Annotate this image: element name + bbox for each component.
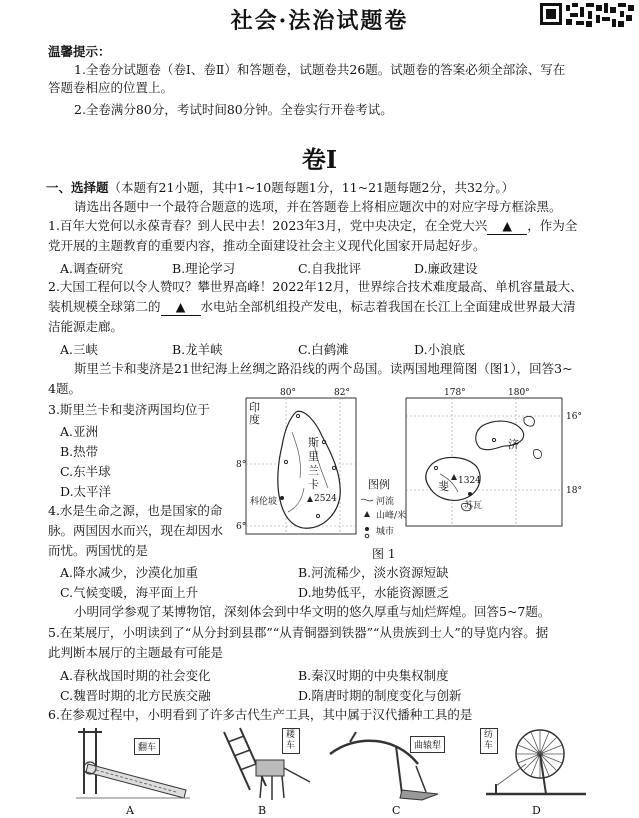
q1-option-a[interactable]: A.调查研究 [60, 261, 124, 276]
section1-desc: （本题有21小题，其中1~10题每题1分，11~21题每题2分，共32分。） [108, 180, 515, 195]
fiji-map-graphic [404, 392, 564, 528]
q1-stem-pre: 1.百年大党何以永葆青春？到人民中去！2023年3月，党中央决定，在全党大兴 [48, 218, 488, 233]
q3-option-c[interactable]: C.东半球 [60, 464, 111, 479]
q2-stem-post: 水电站全部机组投产发电，标志着我国在长江上全面建成世界最大清 [200, 299, 576, 314]
fj-city-suva: 苏瓦 [464, 501, 483, 511]
fj-lat-16: 16° [566, 412, 582, 422]
q3-option-d[interactable]: D.太平洋 [60, 484, 112, 499]
tool-b-letter: B [258, 804, 267, 817]
fj-lon-178: 178° [444, 388, 466, 398]
fj-lon-180: 180° [508, 388, 530, 398]
tool-d-letter: D [532, 804, 541, 817]
sl-country-3: 兰 [308, 464, 319, 477]
sl-lat-6: 6° [236, 522, 247, 532]
notice-item1-line1: 1.全卷分试题卷（卷Ⅰ、卷Ⅱ）和答题卷，试题卷共26题。试题卷的答案必须全部涂、写在 [74, 62, 566, 77]
q2-option-c[interactable]: C.白鹤滩 [298, 342, 349, 357]
q4-option-a[interactable]: A.降水减少，沙漠化加重 [60, 565, 199, 580]
q1-option-c[interactable]: C.自我批评 [298, 261, 362, 276]
q2-option-a[interactable]: A.三峡 [60, 342, 99, 357]
map-sri-lanka [236, 388, 358, 542]
q1-option-b[interactable]: B.理论学习 [172, 261, 236, 276]
q2-blank: ▲ [161, 299, 201, 316]
q6-stem: 6.在参观过程中，小明看到了许多古代生产工具，其中属于汉代播种工具的是 [48, 707, 473, 722]
material2-line: 小明同学参观了某博物馆，深刻体会到中华文明的悠久厚重与灿烂辉煌。回答5~7题。 [74, 604, 551, 619]
fj-country-side: 济 [508, 438, 519, 451]
q2-option-d[interactable]: D.小浪底 [414, 342, 466, 357]
sl-country-1: 斯 [308, 436, 319, 449]
q4-stem-line2: 脉。两国因水而兴，现在却因水 [48, 523, 224, 538]
sl-lat-8: 8° [236, 460, 247, 470]
curved-shaft-plow-icon [326, 724, 476, 804]
sl-country-4: 卡 [308, 478, 319, 491]
tool-c-tag: 曲辕犁 [410, 736, 445, 753]
square-pallet-chain-pump-icon [66, 724, 196, 804]
q2-stem-pre: 装机规模全球第二的 [48, 299, 161, 314]
fj-lat-18: 18° [566, 486, 582, 496]
notice-item1-line2: 答题卷相应的位置上。 [48, 80, 174, 95]
sl-country-2: 里 [308, 450, 319, 463]
tool-c-letter: C [392, 804, 401, 817]
q5-stem-line2: 此判断本展厅的主题最有可能是 [48, 645, 224, 660]
legend-title: 图例 [368, 478, 390, 491]
tool-d-tag: 纺车 [480, 728, 498, 754]
notice-item2: 2.全卷满分80分，考试时间80分钟。全卷实行开卷考试。 [74, 102, 393, 117]
q5-option-a[interactable]: A.春秋战国时期的社会变化 [60, 668, 211, 683]
q4-option-b[interactable]: B.河流稀少，淡水资源短缺 [298, 565, 449, 580]
material1-line1: 斯里兰卡和斐济是21世纪海上丝绸之路沿线的两个岛国。读两国地理简图（图1），回答3~ [74, 361, 573, 376]
section1-instruction: 请选出各题中一个最符合题意的选项，并在答题卷上将相应题次中的对应字母方框涂黑。 [74, 199, 562, 214]
legend-symbols [360, 496, 374, 540]
section1-header [46, 180, 514, 196]
q2-stem-line3: 洁能源走廊。 [48, 319, 124, 334]
qr-code-icon [540, 3, 634, 27]
legend-river: 河流 [376, 497, 395, 507]
tool-a-tag: 翻车 [134, 738, 160, 755]
q4-stem-line3: 而忧。两国忧的是 [48, 543, 149, 558]
q1-stem-line1 [48, 218, 577, 235]
q2-stem-line1: 2.大国工程何以令人赞叹？攀世界高峰！2022年12月，世界综合技术难度最高、单机容量最大、 [48, 279, 583, 294]
sl-lon-82: 82° [334, 388, 350, 398]
q1-option-d[interactable]: D.廉政建设 [414, 261, 478, 276]
tool-option-a[interactable] [66, 724, 196, 818]
map-fiji [404, 388, 582, 528]
page-title: 社会·法治试题卷 [230, 8, 409, 34]
fj-peak-height: 1324 [458, 476, 481, 486]
q4-option-d[interactable]: D.地势低平，水能资源匮乏 [298, 585, 450, 600]
sl-city-colombo: 科伦坡 [250, 497, 278, 507]
sri-lanka-map-graphic [244, 392, 358, 542]
q5-option-b[interactable]: B.秦汉时期的中央集权制度 [298, 668, 449, 683]
tool-option-d[interactable] [476, 724, 596, 818]
q5-option-c[interactable]: C.魏晋时期的北方民族交融 [60, 688, 211, 703]
q5-option-d[interactable]: D.隋唐时期的制度变化与创新 [298, 688, 462, 703]
figure-caption: 图 1 [372, 547, 396, 561]
notice-heading: 温馨提示： [48, 44, 111, 59]
q5-stem-line1: 5.在某展厅，小明读到了“从分封到县郡”“从青铜器到铁器”“从贵族到士人”的导览内容。据 [48, 625, 549, 640]
tool-b-tag: 耧车 [282, 728, 300, 754]
legend-peak: 山峰/米 [376, 511, 407, 521]
tool-option-c[interactable] [326, 724, 476, 818]
q1-stem-line2: 党开展的主题教育的重要内容，推动全面建设社会主义现代化国家开局起好步。 [48, 238, 486, 253]
tool-a-letter: A [126, 804, 134, 817]
q4-stem-line1: 4.水是生命之源，也是国家的命 [48, 503, 223, 518]
q1-blank: ▲ [487, 218, 527, 235]
sl-sea-label: 印度 [249, 401, 260, 426]
q4-option-c[interactable]: C.气候变暖，海平面上升 [60, 585, 199, 600]
q2-stem-line2 [48, 299, 576, 316]
fj-country-main: 斐 [438, 480, 449, 493]
q2-option-b[interactable]: B.龙羊峡 [172, 342, 223, 357]
volume-heading: 卷Ⅰ [301, 145, 338, 174]
q3-option-a[interactable]: A.亚洲 [60, 424, 99, 439]
seed-drill-icon [210, 724, 320, 804]
tool-option-b[interactable] [210, 724, 320, 818]
q1-stem-post: ，作为全 [527, 218, 578, 233]
map-legend [360, 476, 408, 544]
sl-peak-height: 2524 [314, 494, 337, 504]
q3-option-b[interactable]: B.热带 [60, 444, 99, 459]
sl-lon-80: 80° [280, 388, 296, 398]
section1-heading: 一、选择题 [46, 180, 109, 195]
material1-line2: 4题。 [48, 381, 81, 396]
q3-stem: 3.斯里兰卡和斐济两国均位于 [48, 402, 210, 417]
legend-city: 城市 [376, 527, 395, 537]
